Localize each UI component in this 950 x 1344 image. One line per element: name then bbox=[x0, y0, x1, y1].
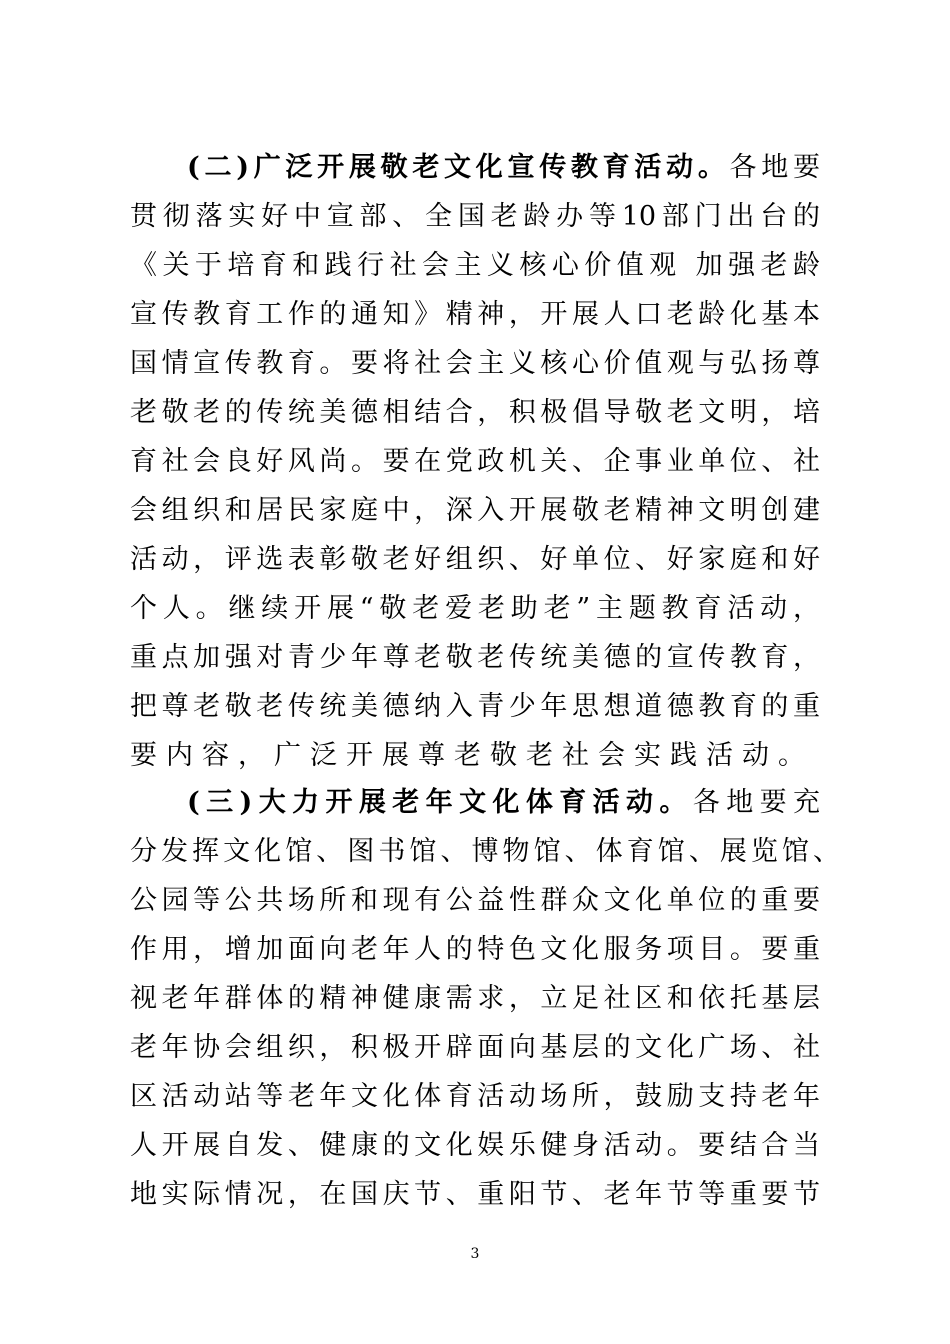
section2-heading: (二)广泛开展敬老文化宣传教育活动。 bbox=[187, 152, 730, 183]
section3-line-9: 地实际情况，在国庆节、重阳节、老年节等重要节 bbox=[130, 1179, 820, 1210]
section2-line-3: 《关于培育和践行社会主义核心价值观 加强老龄 bbox=[130, 250, 820, 281]
section2-line-12: 把尊老敬老传统美德纳入青少年思想道德教育的重 bbox=[130, 691, 820, 722]
section2-line-1 bbox=[187, 148, 820, 188]
section3-text-1: 各地要充 bbox=[692, 787, 820, 818]
section2-line-13: 要内容，广泛开展尊老敬老社会实践活动。 bbox=[130, 740, 814, 771]
section3-line-4: 作用，增加面向老年人的特色文化服务项目。要重 bbox=[130, 934, 820, 965]
page-number: 3 bbox=[470, 1246, 480, 1262]
section3-line-1 bbox=[187, 783, 820, 823]
section2-line-10: 个人。继续开展“敬老爱老助老”主题教育活动， bbox=[130, 593, 820, 624]
section2-text-1: 各地要 bbox=[729, 152, 820, 183]
section2-line-11: 重点加强对青少年尊老敬老传统美德的宣传教育， bbox=[130, 642, 820, 673]
section2-line-4: 宣传教育工作的通知》精神，开展人口老龄化基本 bbox=[130, 299, 820, 330]
section2-line-8: 会组织和居民家庭中，深入开展敬老精神文明创建 bbox=[130, 495, 820, 526]
section2-line-7: 育社会良好风尚。要在党政机关、企事业单位、社 bbox=[130, 446, 820, 477]
section2-line-9: 活动，评选表彰敬老好组织、好单位、好家庭和好 bbox=[130, 544, 820, 575]
section3-line-5: 视老年群体的精神健康需求，立足社区和依托基层 bbox=[130, 983, 820, 1014]
section3-line-8: 人开展自发、健康的文化娱乐健身活动。要结合当 bbox=[130, 1130, 820, 1161]
section2-line-2: 贯彻落实好中宣部、全国老龄办等10部门出台的 bbox=[130, 201, 820, 232]
section3-heading: (三)大力开展老年文化体育活动。 bbox=[187, 787, 693, 818]
section2-line-5: 国情宣传教育。要将社会主义核心价值观与弘扬尊 bbox=[130, 348, 820, 379]
section2-line-6: 老敬老的传统美德相结合，积极倡导敬老文明，培 bbox=[130, 397, 820, 428]
section3-line-3: 公园等公共场所和现有公益性群众文化单位的重要 bbox=[130, 885, 820, 916]
section3-line-7: 区活动站等老年文化体育活动场所，鼓励支持老年 bbox=[130, 1081, 820, 1112]
section3-line-6: 老年协会组织，积极开辟面向基层的文化广场、社 bbox=[130, 1032, 820, 1063]
section3-line-2: 分发挥文化馆、图书馆、博物馆、体育馆、展览馆、 bbox=[130, 836, 840, 867]
